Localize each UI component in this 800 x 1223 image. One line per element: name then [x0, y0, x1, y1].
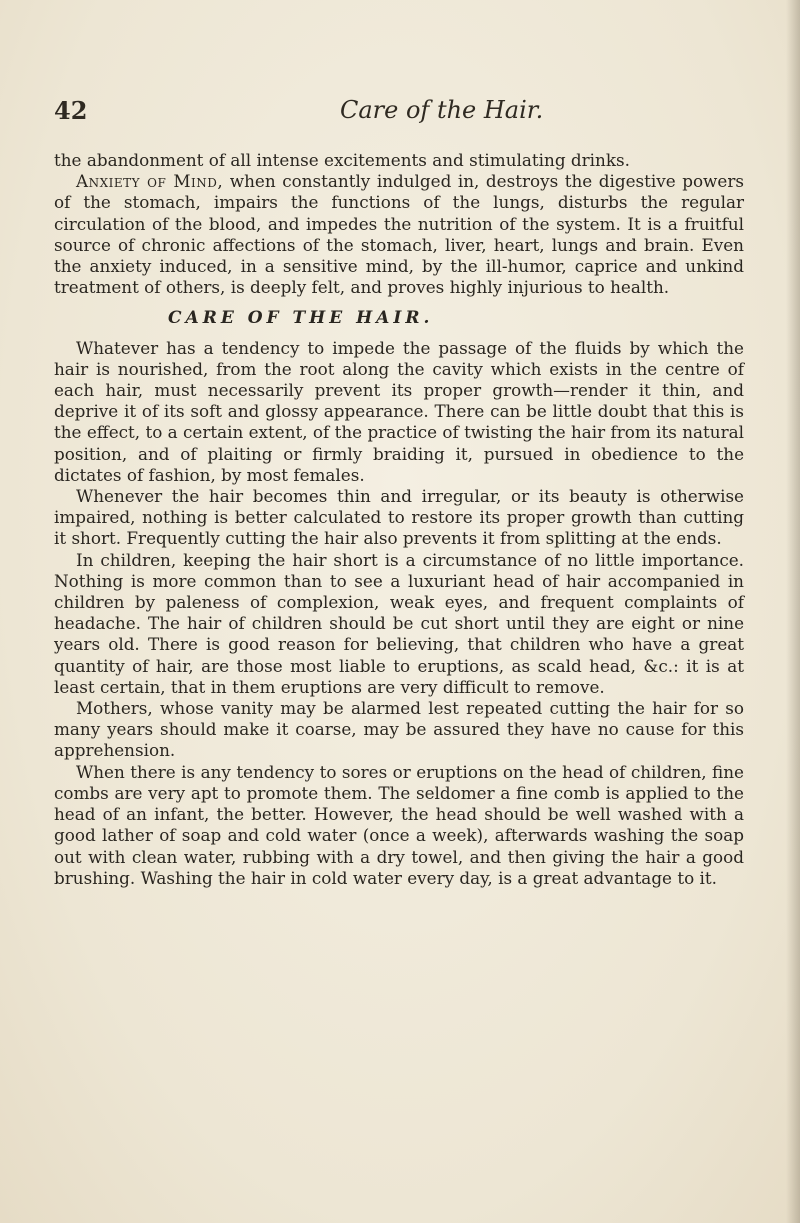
paragraph-combs-washing: When there is any tendency to sores or eruptions on the head of children, fine combs are very apt to promote them. The seldomer a fine comb is applied to the head of an infant, the better. However, the head should be well washed with a good lather of soap and cold water (once a week), afterwards washing the soap out with clean water, rubbing with a dry towel, and then giving the hair a good brushing. Washing the hair in cold water every day, is a great advantage to it. [54, 761, 744, 888]
paragraph-anxiety-of-mind [54, 171, 744, 298]
paragraph-text: when constantly indulged in, destroys the digestive powers of the stomach, impairs the functions of the lungs, disturbs the regular circulation of the blood, and impedes the nutrition of the system. It is a fruitful source of chronic affections of the stomach, liver, heart, lungs and brain. Even the anxiety induced, in a sensitive mind, by the ill-humor, caprice and unkind treatment of others, is deeply felt, and proves highly injurious to health. [54, 171, 744, 298]
section-heading: CARE OF THE HAIR. [168, 308, 434, 329]
paragraph-mothers: Mothers, whose vanity may be alarmed lest repeated cutting the hair for so many years should make it coarse, may be assured they have no cause for this apprehension. [54, 698, 744, 761]
paragraph-children-hair: In children, keeping the hair short is a circumstance of no little importance. Nothing is more common than to see a luxuriant head of hair accompanied in children by paleness of complexion, weak eyes, and frequent complaints of headache. The hair of children should be cut short until they are eight or nine years old. There is good reason for believing, that children who have a great quantity of hair, are those most liable to eruptions, as scald head, &c.: it is at least certain, that in them eruptions are very difficult to remove. [54, 549, 744, 697]
paragraph-continuation: the abandonment of all intense excitements and stimulating drinks. [54, 150, 630, 170]
paragraph-lead-in: Anxiety of Mind, [76, 171, 224, 192]
page-body [54, 150, 744, 889]
paragraph-cutting-hair: Whenever the hair becomes thin and irregular, or its beauty is otherwise impaired, nothing is better calculated to restore its proper growth than cutting it short. Frequently cutting the hair also prevents it from splitting at the ends. [54, 486, 744, 549]
page-edge-shadow [786, 0, 800, 1223]
paragraph-hair-nourishment: Whatever has a tendency to impede the passage of the fluids by which the hair is nourished, from the root along the cavity which exists in the centre of each hair, must necessarily prevent its proper growth—render it thin, and deprive it of its soft and glossy appearance. There can be little doubt that this is the effect, to a certain extent, of the practice of twisting the hair from its natural position, and of plaiting or firmly braiding it, pursued in obedience to the dictates of fashion, by most females. [54, 337, 744, 485]
page-number: 42 [54, 96, 88, 125]
running-title: Care of the Hair. [340, 96, 544, 124]
page-header [54, 96, 740, 132]
